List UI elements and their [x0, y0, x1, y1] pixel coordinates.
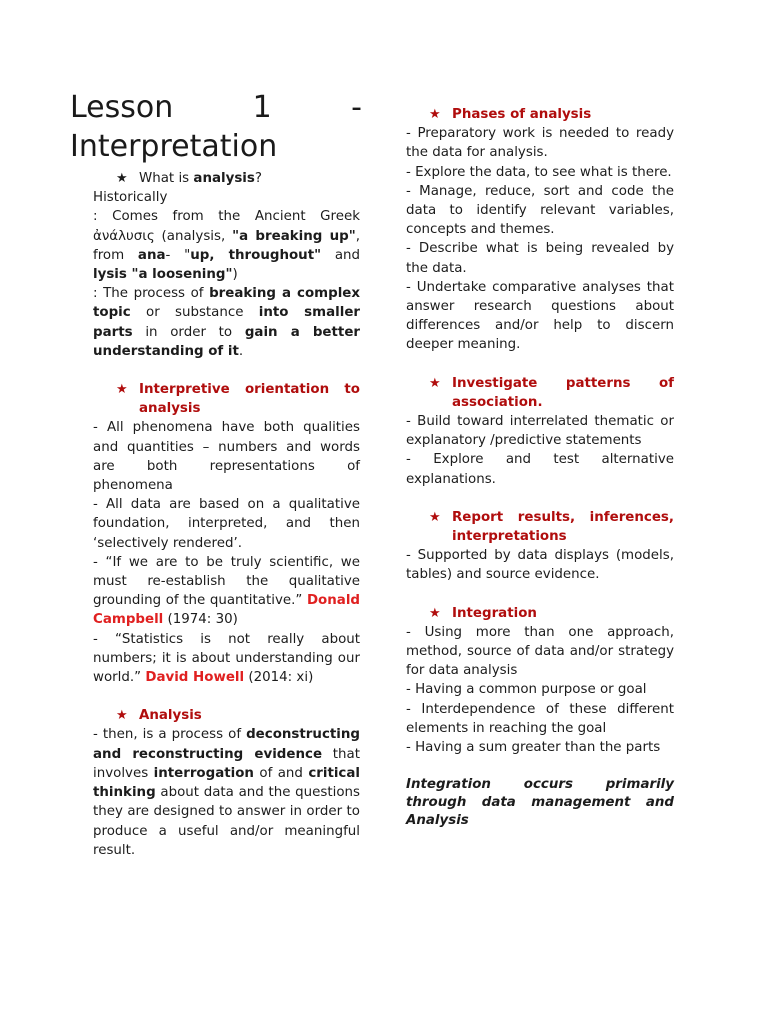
process-paragraph: : The process of breaking a complex topic or substance into smaller parts in order to gain a better understanding of it. — [93, 286, 361, 359]
history-paragraph: : Comes from the Ancient Greek ἀνάλυσις (analysis, "a breaking up", from ana- "up, throughout" and lysis "a loosening") — [93, 209, 361, 283]
phase-item: - Explore the data, to see what is there. — [406, 164, 672, 180]
analysis-paragraph: - then, is a process of deconstructing and reconstructing evidence that involves interrogation of and critical thinking about data and the questions they are designed to answer in order to produce a useful and/or meaningful result. — [93, 727, 360, 858]
star-icon: ★ — [429, 605, 441, 621]
star-icon: ★ — [116, 708, 128, 724]
integration-item: - Having a common purpose or goal — [406, 682, 647, 698]
report-item: - Supported by data displays (models, tables) and source evidence. — [406, 548, 674, 583]
left-column — [93, 169, 360, 860]
interp-point-2: - All data are based on a qualitative foundation, interpreted, and then ‘selectively rendered’. — [93, 497, 360, 551]
historically-label: Historically — [93, 190, 168, 206]
report-heading: ★ Report results, inferences, interpretations — [429, 509, 674, 545]
title-number: 1 — [252, 90, 272, 125]
integration-item: - Interdependence of these different elements in reaching the goal — [406, 701, 674, 736]
what-is-analysis-heading: ★ What is analysis? — [93, 169, 360, 188]
interpretive-orientation-heading: ★ Interpretive orientation to analysis — [116, 382, 360, 417]
analysis-heading: ★ Analysis — [93, 706, 360, 725]
phase-item: - Undertake comparative analyses that answer research questions about differences and/or help to discern deeper meaning. — [406, 279, 674, 353]
phase-item: - Manage, reduce, sort and code the data to identify relevant variables, concepts and themes. — [406, 183, 674, 238]
integration-item: - Using more than one approach, method, source of data and/or strategy for data analysis — [406, 624, 674, 679]
interp-point-1: - All phenomena have both qualities and quantities – numbers and words are both representations of phenomena — [93, 420, 360, 494]
patterns-item: - Build toward interrelated thematic or explanatory /predictive statements — [406, 414, 674, 449]
phase-item: - Describe what is being revealed by the data. — [406, 241, 674, 276]
interp-point-3: - “If we are to be truly scientific, we must re-establish the qualitative grounding of the quantitative.” Donald Campbell (1974: 30) — [93, 554, 360, 628]
right-column — [406, 105, 674, 830]
star-icon: ★ — [429, 375, 441, 391]
star-icon: ★ — [116, 382, 128, 398]
star-icon: ★ — [429, 509, 441, 525]
interp-point-4: - “Statistics is not really about numbers; it is about understanding our world.” David Howell (2014: xi) — [93, 631, 360, 686]
star-icon: ★ — [429, 107, 441, 122]
closing-statement: Integration occurs primarily through data management and Analysis — [406, 777, 674, 829]
star-icon: ★ — [116, 171, 128, 186]
author-howell: David Howell — [145, 670, 245, 686]
author-campbell: Donald Campbell — [93, 593, 360, 628]
patterns-item: - Explore and test alternative explanations. — [406, 452, 674, 487]
title-lesson: Lesson — [70, 90, 174, 125]
integration-item: - Having a sum greater than the parts — [406, 740, 661, 756]
title-dash: - — [351, 90, 362, 125]
title-subtitle: Interpretation — [70, 129, 278, 164]
page-title — [70, 88, 362, 166]
phase-item: - Preparatory work is needed to ready the data for analysis. — [406, 126, 674, 161]
phases-heading: ★ Phases of analysis — [406, 105, 674, 124]
integration-heading: ★ Integration — [406, 604, 674, 623]
patterns-heading: ★ Investigate patterns of association. — [429, 375, 674, 410]
